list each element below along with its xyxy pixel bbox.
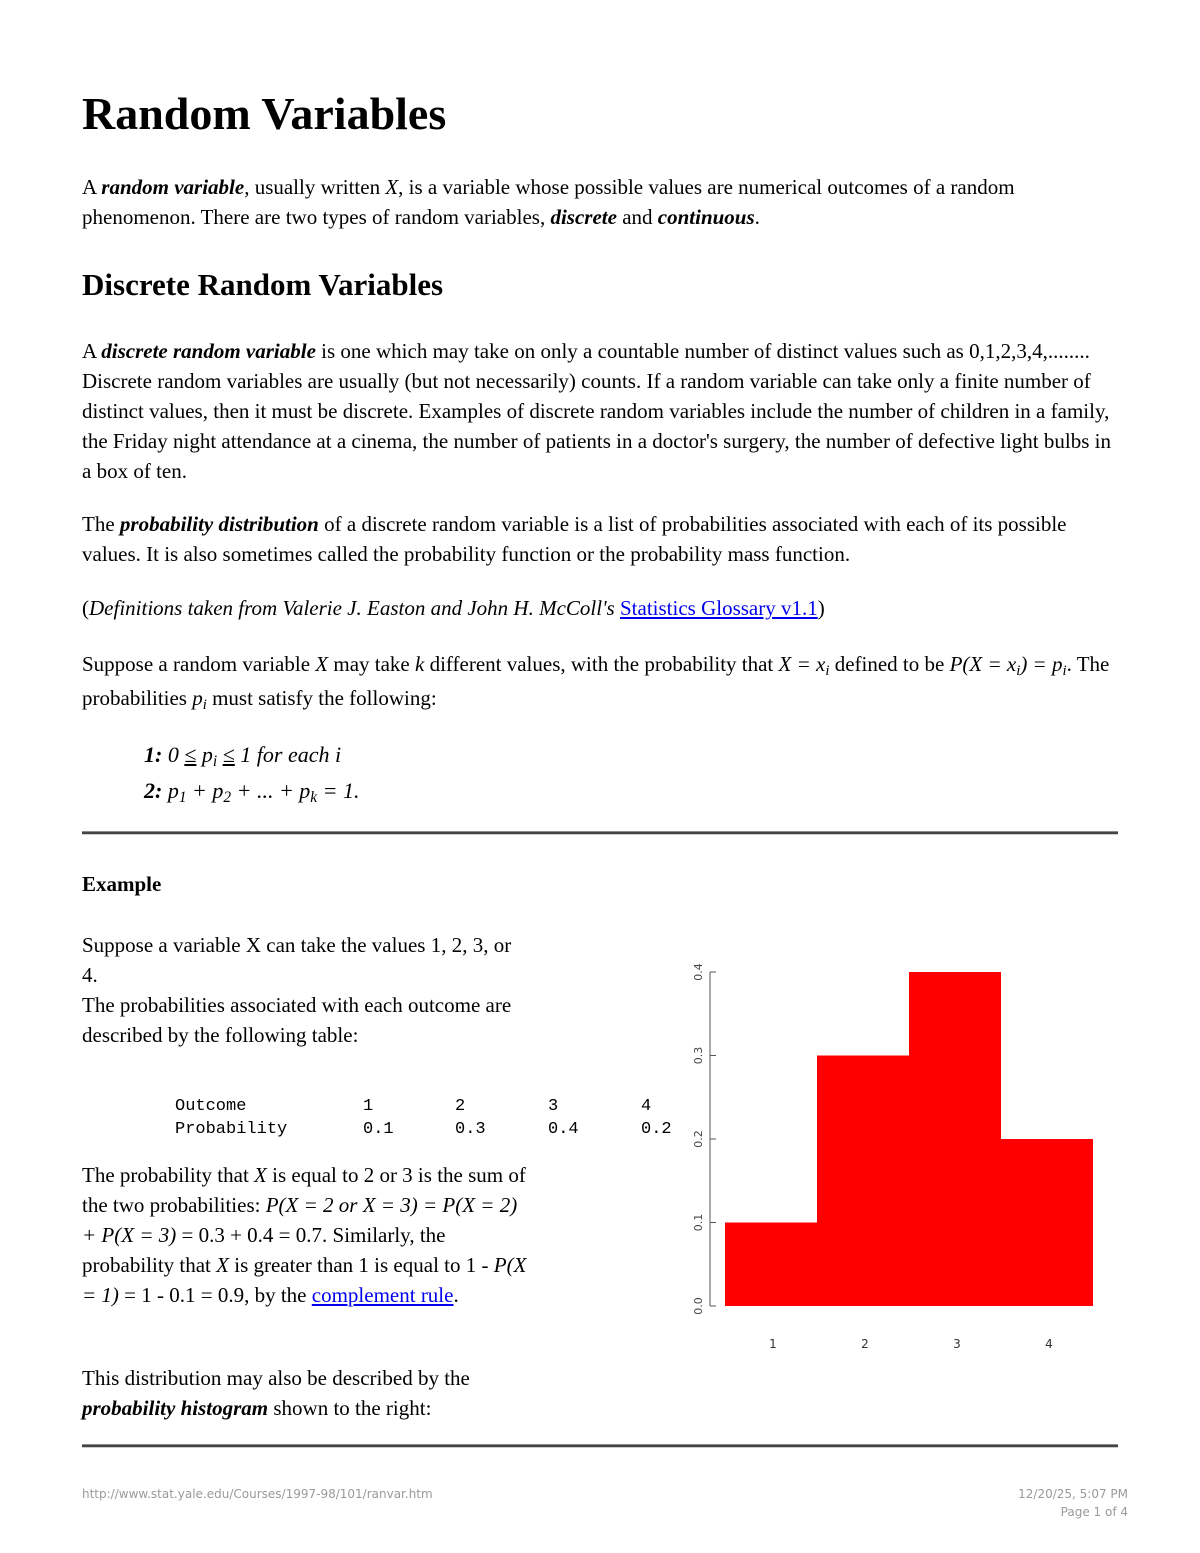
histogram-paragraph: This distribution may also be described by the probability histogram shown to the right:: [82, 1366, 470, 1420]
probability-table: [175, 1095, 672, 1141]
page-title: Random Variables: [82, 88, 447, 139]
histogram-bar-3: [909, 972, 1001, 1306]
table-cell: 0.4: [548, 1120, 579, 1139]
table-cell: 4: [641, 1097, 652, 1116]
table-cell: 0.3: [455, 1120, 486, 1139]
histogram-y-tick-label: 0.2: [692, 1130, 705, 1148]
term-discrete-random-variable: discrete random variable: [101, 339, 316, 363]
term-probability-histogram: probability histogram: [82, 1396, 269, 1420]
example-title: Example: [82, 872, 162, 896]
table-cell: 0.1: [363, 1120, 394, 1139]
table-row: [175, 1095, 672, 1118]
histogram-y-tick-label: 0.0: [692, 1297, 705, 1315]
table-cell: 2: [455, 1097, 466, 1116]
term-probability-distribution: probability distribution: [119, 512, 319, 536]
term-discrete: discrete: [550, 205, 617, 229]
statistics-glossary-link[interactable]: Statistics Glossary v1.1: [619, 596, 818, 620]
table-cell: 0.2: [641, 1120, 672, 1139]
discrete-heading: Discrete Random Variables: [82, 267, 444, 302]
histogram-y-axis: [692, 963, 716, 1315]
intro-paragraph: A random variable, usually written X, is a variable whose possible values are numerical outcomes of a random phenomenon. There are two types of random variables, discrete and continuous.: [82, 175, 1015, 229]
histogram-x-tick-label: 2: [861, 1337, 869, 1351]
condition-2: 2: $p_1 + p_2$ + ... + $p_k = 1$.: [144, 778, 360, 806]
suppose-paragraph: Suppose a random variable X may take k different values, with the probability that $X = x_i$ defined to be $P(X = x_i) = p_i$. The probabilities $p_i$ must satisfy the following:: [82, 652, 1110, 713]
discrete-paragraph: A discrete random variable is one which may take on only a countable number of distinct values such as 0,1,2,3,4,........ Discrete random variables are usually (but not necessarily) counts. If a random variable can take only a finite number of distinct values, then it must be discrete. Examples of discrete random variables include the number of children in a family, the Friday night attendance at a cinema, the number of patients in a doctor's surgery, the number of defective light bulbs in a box of ten.: [82, 339, 1111, 483]
table-cell: Probability: [175, 1120, 288, 1139]
horizontal-rule: [82, 831, 1118, 835]
example-intro: Suppose a variable X can take the values 1, 2, 3, or 4. The probabilities associated with each outcome are described by the following table:: [82, 933, 512, 1047]
histogram-x-tick-label: 3: [953, 1337, 961, 1351]
condition-1: 1: $0 \le p_i \le 1$ for each i: [144, 742, 342, 770]
complement-rule-link[interactable]: complement rule: [311, 1283, 454, 1307]
table-cell: 3: [548, 1097, 559, 1116]
table-row: [175, 1118, 672, 1141]
histogram-bars: [725, 972, 1093, 1306]
term-random-variable: random variable: [101, 175, 245, 199]
histogram-bar-2: [817, 1056, 909, 1307]
histogram-y-tick-label: 0.1: [692, 1213, 705, 1232]
footer-url: http://www.stat.yale.edu/Courses/1997-98/101/ranvar.htm: [82, 1487, 433, 1501]
histogram-bar-1: [725, 1223, 817, 1307]
histogram-x-tick-label: 1: [769, 1337, 777, 1351]
probability-distribution-paragraph: The probability distribution of a discrete random variable is a list of probabilities associated with each of its possible values. It is also sometimes called the probability function or the probability mass function.: [82, 512, 1067, 566]
term-continuous: continuous: [657, 205, 755, 229]
table-cell: Outcome: [175, 1097, 247, 1116]
definitions-citation: (Definitions taken from Valerie J. Easton and John H. McColl's Statistics Glossary v1.1): [82, 596, 825, 620]
horizontal-rule: [82, 1444, 1118, 1448]
histogram-x-labels: [769, 1337, 1053, 1351]
footer-page-number: Page 1 of 4: [1060, 1505, 1128, 1519]
histogram-y-tick-label: 0.3: [692, 1046, 705, 1065]
probability-histogram: [602, 960, 1053, 1360]
histogram-bar-4: [1001, 1139, 1093, 1306]
histogram-x-tick-label: 4: [1045, 1337, 1053, 1351]
table-cell: 1: [363, 1097, 374, 1116]
histogram-y-tick-label: 0.4: [692, 963, 705, 981]
footer-date: 12/20/25, 5:07 PM: [1018, 1487, 1128, 1501]
example-calculation: The probability that X is equal to 2 or 3 is the sum of the two probabilities: P(X = 2 or X = 3) = P(X = 2) + P(X = 3) = 0.3 + 0.4 = 0.7. Similarly, the probability that X is greater than 1 is equal to 1 - P(X = 1) = 1 - 0.1 = 0.9, by the complement rule.: [82, 1163, 527, 1307]
